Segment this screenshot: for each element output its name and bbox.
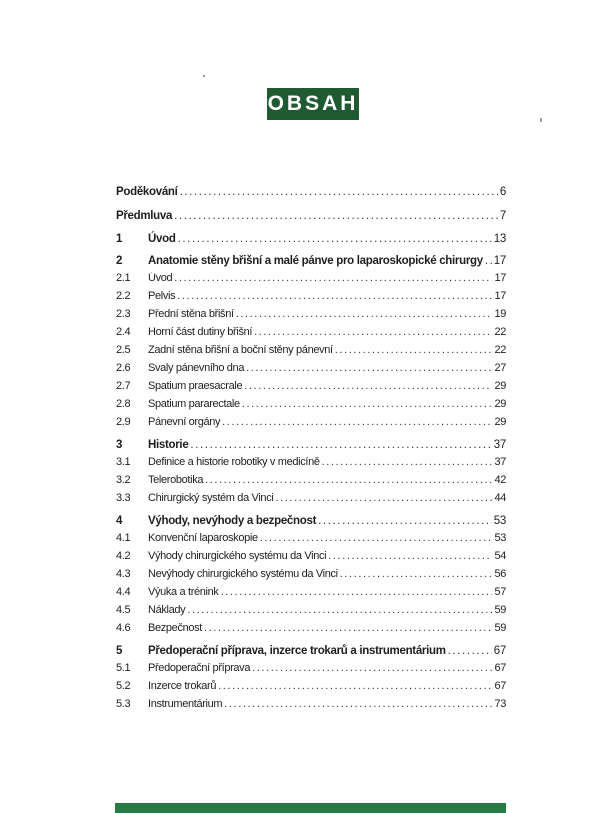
toc-entry-number: 5 bbox=[116, 645, 123, 657]
toc-entry-page: 29 bbox=[494, 380, 506, 392]
dot-leader bbox=[221, 586, 493, 598]
toc-entry-title: Horní část dutiny břišní bbox=[148, 326, 253, 338]
dot-leader bbox=[178, 233, 492, 245]
toc-entry-title: Předmluva bbox=[116, 210, 173, 222]
toc-entry-number: 3.2 bbox=[116, 474, 131, 486]
toc-entry-title: Spatium praesacrale bbox=[148, 380, 243, 392]
toc-entry-title: Instrumentárium bbox=[148, 698, 223, 710]
toc-entry-page: 54 bbox=[494, 550, 506, 562]
toc-entry-number: 5.1 bbox=[116, 662, 131, 674]
toc-entry[interactable] bbox=[116, 380, 506, 398]
toc-entry-page: 67 bbox=[494, 662, 506, 674]
dot-leader bbox=[205, 474, 492, 486]
toc-entry[interactable] bbox=[116, 272, 506, 290]
toc-entry-number: 4 bbox=[116, 515, 123, 527]
toc-entry-number: 2.6 bbox=[116, 362, 131, 374]
toc-entry-number: 5.2 bbox=[116, 680, 131, 692]
dot-leader bbox=[252, 662, 492, 674]
toc-entry-title: Spatium pararectale bbox=[148, 398, 240, 410]
toc-entry[interactable] bbox=[116, 456, 506, 474]
toc-entry[interactable] bbox=[116, 586, 506, 604]
toc-entry-title: Předoperační příprava bbox=[148, 662, 251, 674]
toc-entry[interactable] bbox=[116, 180, 506, 204]
toc-entry[interactable] bbox=[116, 532, 506, 550]
toc-entry-page: 73 bbox=[494, 698, 506, 710]
toc-entry-page: 67 bbox=[494, 680, 506, 692]
toc-entry-title: Chirurgický systém da Vinci bbox=[148, 492, 274, 504]
toc-entry-title: Přední stěna břišní bbox=[148, 308, 234, 320]
toc-entry-number: 4.4 bbox=[116, 586, 131, 598]
toc-entry-page: 59 bbox=[494, 622, 506, 634]
toc-entry[interactable] bbox=[116, 640, 506, 662]
toc-entry[interactable] bbox=[116, 492, 506, 510]
toc-entry-title: Poděkování bbox=[116, 186, 178, 198]
dot-leader bbox=[340, 568, 493, 580]
toc-entry-title: Pánevní orgány bbox=[148, 416, 221, 428]
toc-entry[interactable] bbox=[116, 290, 506, 308]
dot-leader bbox=[318, 515, 492, 527]
toc-entry-page: 53 bbox=[493, 515, 506, 527]
toc-entry[interactable] bbox=[116, 622, 506, 640]
toc-entry[interactable] bbox=[116, 550, 506, 568]
toc-entry-title: Anatomie stěny břišní a malé pánve pro laparoskopické chirurgy bbox=[148, 255, 483, 267]
toc-entry-title: Konvenční laparoskopie bbox=[148, 532, 258, 544]
toc-entry-number: 2 bbox=[116, 255, 123, 267]
dot-leader bbox=[236, 308, 493, 320]
toc-entry[interactable] bbox=[116, 680, 506, 698]
dot-leader bbox=[254, 326, 492, 338]
toc-entry[interactable] bbox=[116, 308, 506, 326]
toc-entry[interactable] bbox=[116, 662, 506, 680]
toc-entry-number: 2.4 bbox=[116, 326, 131, 338]
toc-entry[interactable] bbox=[116, 250, 506, 272]
toc-entry-page: 56 bbox=[494, 568, 506, 580]
scan-speck bbox=[540, 118, 542, 122]
dot-leader bbox=[187, 604, 492, 616]
footer-color-bar bbox=[115, 803, 506, 813]
toc-entry-page: 22 bbox=[494, 344, 506, 356]
toc-entry-page: 57 bbox=[494, 586, 506, 598]
toc-entry[interactable] bbox=[116, 362, 506, 380]
dot-leader bbox=[246, 362, 492, 374]
toc-entry[interactable] bbox=[116, 604, 506, 622]
dot-leader bbox=[335, 344, 493, 356]
toc-entry-page: 17 bbox=[494, 272, 506, 284]
toc-entry-title: Bezpečnost bbox=[148, 622, 202, 634]
toc-entry-title: Definice a historie robotiky v medicíně bbox=[148, 456, 320, 468]
toc-entry-title: Pelvis bbox=[148, 290, 176, 302]
dot-leader bbox=[485, 255, 492, 267]
toc-entry[interactable] bbox=[116, 568, 506, 586]
toc-entry-number: 2.5 bbox=[116, 344, 131, 356]
dot-leader bbox=[204, 622, 492, 634]
toc-entry-number: 4.6 bbox=[116, 622, 131, 634]
toc-entry-number: 4.2 bbox=[116, 550, 131, 562]
toc-entry-number: 3.3 bbox=[116, 492, 131, 504]
toc-entry-page: 6 bbox=[499, 186, 506, 198]
toc-entry-page: 29 bbox=[494, 416, 506, 428]
dot-leader bbox=[260, 532, 493, 544]
toc-entry-number: 3.1 bbox=[116, 456, 131, 468]
toc-entry[interactable] bbox=[116, 416, 506, 434]
toc-entry-number: 2.1 bbox=[116, 272, 131, 284]
toc-entry-page: 67 bbox=[493, 645, 506, 657]
toc-entry-title: Úvod bbox=[148, 233, 176, 245]
dot-leader bbox=[244, 380, 492, 392]
dot-leader bbox=[222, 416, 492, 428]
dot-leader bbox=[322, 456, 493, 468]
toc-entry-number: 2.7 bbox=[116, 380, 131, 392]
dot-leader bbox=[190, 439, 491, 451]
toc-entry-page: 17 bbox=[493, 255, 506, 267]
toc-entry-title: Telerobotika bbox=[148, 474, 204, 486]
toc-entry-title: Nevýhody chirurgického systému da Vinci bbox=[148, 568, 338, 580]
table-of-contents bbox=[116, 180, 506, 716]
toc-entry-number: 4.3 bbox=[116, 568, 131, 580]
dot-leader bbox=[448, 645, 492, 657]
toc-entry-page: 59 bbox=[494, 604, 506, 616]
toc-heading: OBSAH bbox=[267, 88, 359, 120]
toc-entry-page: 44 bbox=[494, 492, 506, 504]
toc-entry-number: 5.3 bbox=[116, 698, 131, 710]
toc-entry-number: 2.3 bbox=[116, 308, 131, 320]
toc-entry[interactable] bbox=[116, 510, 506, 532]
dot-leader bbox=[275, 492, 492, 504]
toc-entry[interactable] bbox=[116, 204, 506, 228]
toc-entry-number: 1 bbox=[116, 233, 123, 245]
dot-leader bbox=[174, 272, 492, 284]
toc-entry-title: Historie bbox=[148, 439, 189, 451]
toc-entry[interactable] bbox=[116, 434, 506, 456]
toc-entry-number: 3 bbox=[116, 439, 123, 451]
toc-entry-page: 22 bbox=[494, 326, 506, 338]
toc-entry-number: 2.9 bbox=[116, 416, 131, 428]
toc-entry-title: Zadní stěna břišní a boční stěny pánevní bbox=[148, 344, 333, 356]
dot-leader bbox=[242, 398, 493, 410]
dot-leader bbox=[224, 698, 492, 710]
toc-entry-title: Úvod bbox=[148, 272, 173, 284]
toc-entry[interactable] bbox=[116, 326, 506, 344]
toc-entry-page: 53 bbox=[494, 532, 506, 544]
toc-entry-page: 17 bbox=[494, 290, 506, 302]
toc-entry-page: 37 bbox=[493, 439, 506, 451]
toc-entry-page: 42 bbox=[494, 474, 506, 486]
toc-entry-title: Výhody, nevýhody a bezpečnost bbox=[148, 515, 317, 527]
toc-entry-page: 7 bbox=[499, 210, 506, 222]
dot-leader bbox=[328, 550, 492, 562]
toc-entry-page: 27 bbox=[494, 362, 506, 374]
dot-leader bbox=[218, 680, 492, 692]
toc-entry-page: 13 bbox=[493, 233, 506, 245]
toc-entry-number: 2.2 bbox=[116, 290, 131, 302]
toc-entry-number: 4.5 bbox=[116, 604, 131, 616]
toc-entry-number: 4.1 bbox=[116, 532, 131, 544]
toc-entry[interactable] bbox=[116, 398, 506, 416]
toc-entry-title: Výuka a trénink bbox=[148, 586, 219, 598]
dot-leader bbox=[177, 290, 492, 302]
toc-entry[interactable] bbox=[116, 474, 506, 492]
toc-entry-title: Inzerce trokarů bbox=[148, 680, 217, 692]
scan-speck bbox=[203, 75, 205, 77]
dot-leader bbox=[174, 210, 498, 222]
toc-entry-page: 29 bbox=[494, 398, 506, 410]
toc-entry-number: 2.8 bbox=[116, 398, 131, 410]
toc-entry[interactable] bbox=[116, 228, 506, 250]
toc-entry-title: Svaly pánevního dna bbox=[148, 362, 245, 374]
toc-entry-page: 19 bbox=[494, 308, 506, 320]
toc-entry-page: 37 bbox=[494, 456, 506, 468]
toc-entry-title: Náklady bbox=[148, 604, 186, 616]
toc-entry-title: Předoperační příprava, inzerce trokarů a instrumentárium bbox=[148, 645, 446, 657]
toc-entry[interactable] bbox=[116, 344, 506, 362]
toc-entry[interactable] bbox=[116, 698, 506, 716]
dot-leader bbox=[180, 186, 498, 198]
toc-entry-title: Výhody chirurgického systému da Vinci bbox=[148, 550, 327, 562]
